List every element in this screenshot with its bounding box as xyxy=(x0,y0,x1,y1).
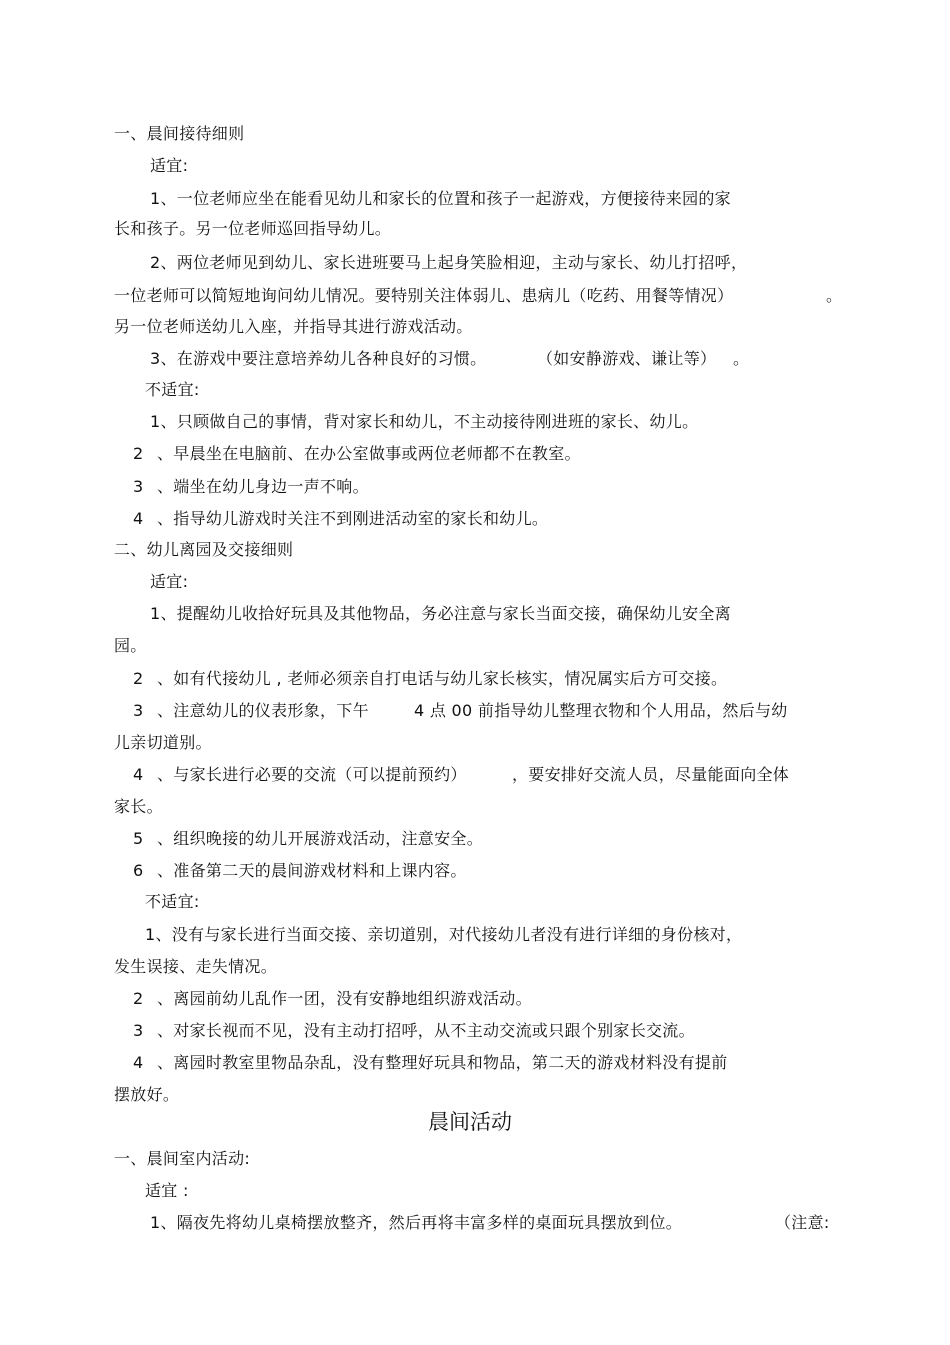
paragraph-line: 园。 xyxy=(114,636,147,655)
paragraph-line: 、如有代接幼儿 , 老师必须亲自打电话与幼儿家长核实，情况属实后方可交接。 xyxy=(157,669,728,688)
paragraph-line: 家长。 xyxy=(114,797,163,816)
paragraph-line: 一位老师可以简短地询问幼儿情况。要特别关注体弱儿、患病儿（吃药、用餐等情况） xyxy=(114,286,734,305)
list-number: 4 xyxy=(133,1053,144,1072)
section-heading: 一、晨间接待细则 xyxy=(114,124,245,143)
paragraph-line: 发生误接、走失情况。 xyxy=(114,957,278,976)
paragraph-line: 、指导幼儿游戏时关注不到刚进活动室的家长和幼儿。 xyxy=(157,509,549,528)
paragraph-line: 儿亲切道别。 xyxy=(114,733,212,752)
page-title: 晨间活动 xyxy=(428,1110,512,1134)
paragraph-line: 1、提醒幼儿收拾好玩具及其他物品，务必注意与家长当面交接，确保幼儿安全离 xyxy=(150,604,731,623)
suitable-label: 适宜: xyxy=(150,156,189,175)
paragraph-line: 。 xyxy=(826,286,843,305)
paragraph-line: 4 点 00 前指导幼儿整理衣物和个人用品，然后与幼 xyxy=(414,701,788,720)
list-number: 2 xyxy=(133,669,144,688)
paragraph-line: （如安静游戏、谦让等） xyxy=(537,349,717,368)
list-number: 5 xyxy=(133,829,144,848)
paragraph-line: 、注意幼儿的仪表形象，下午 xyxy=(157,701,369,720)
paragraph-line: 1、没有与家长进行当面交接、亲切道别，对代接幼儿者没有进行详细的身份核对， xyxy=(145,925,743,944)
paragraph-line: 3、在游戏中要注意培养幼儿各种良好的习惯。 xyxy=(150,349,487,368)
paragraph-line: ，要安排好交流人员，尽量能面向全体 xyxy=(512,765,790,784)
paragraph-line: 1、隔夜先将幼儿桌椅摆放整齐，然后再将丰富多样的桌面玩具摆放到位。 xyxy=(150,1213,683,1232)
list-number: 3 xyxy=(133,1021,144,1040)
not-suitable-label: 不适宜: xyxy=(145,892,200,911)
list-number: 3 xyxy=(133,701,144,720)
paragraph-line: 另一位老师送幼儿入座，并指导其进行游戏活动。 xyxy=(114,317,473,336)
suitable-label: 适宜: xyxy=(150,572,189,591)
paragraph-line: 、端坐在幼儿身边一声不响。 xyxy=(157,477,369,496)
paragraph-line: 1、一位老师应坐在能看见幼儿和家长的位置和孩子一起游戏，方便接待来园的家 xyxy=(150,189,731,208)
paragraph-line: 、组织晚接的幼儿开展游戏活动，注意安全。 xyxy=(157,829,484,848)
paragraph-line: 、离园时教室里物品杂乱，没有整理好玩具和物品，第二天的游戏材料没有提前 xyxy=(157,1053,728,1072)
paragraph-line: （注意: xyxy=(775,1213,830,1232)
not-suitable-label: 不适宜: xyxy=(145,380,200,399)
paragraph-line: 、准备第二天的晨间游戏材料和上课内容。 xyxy=(157,861,467,880)
paragraph-line: 长和孩子。另一位老师巡回指导幼儿。 xyxy=(114,219,392,238)
paragraph-line: 。 xyxy=(733,349,750,368)
paragraph-line: 、与家长进行必要的交流（可以提前预约） xyxy=(157,765,467,784)
list-number: 2 xyxy=(133,989,144,1008)
list-number: 3 xyxy=(133,477,144,496)
paragraph-line: 、对家长视而不见，没有主动打招呼，从不主动交流或只跟个别家长交流。 xyxy=(157,1021,695,1040)
section-heading: 一、晨间室内活动: xyxy=(114,1149,251,1168)
suitable-label: 适宜 : xyxy=(145,1181,189,1200)
list-number: 6 xyxy=(133,861,144,880)
list-number: 4 xyxy=(133,765,144,784)
paragraph-line: 2、两位老师见到幼儿、家长进班要马上起身笑脸相迎，主动与家长、幼儿打招呼， xyxy=(150,253,748,272)
list-number: 2 xyxy=(133,444,144,463)
paragraph-line: 1、只顾做自己的事情，背对家长和幼儿，不主动接待刚进班的家长、幼儿。 xyxy=(150,412,699,431)
paragraph-line: 摆放好。 xyxy=(114,1085,180,1104)
section-heading: 二、幼儿离园及交接细则 xyxy=(114,540,294,559)
paragraph-line: 、早晨坐在电脑前、在办公室做事或两位老师都不在教室。 xyxy=(157,444,581,463)
list-number: 4 xyxy=(133,509,144,528)
paragraph-line: 、离园前幼儿乱作一团，没有安静地组织游戏活动。 xyxy=(157,989,532,1008)
